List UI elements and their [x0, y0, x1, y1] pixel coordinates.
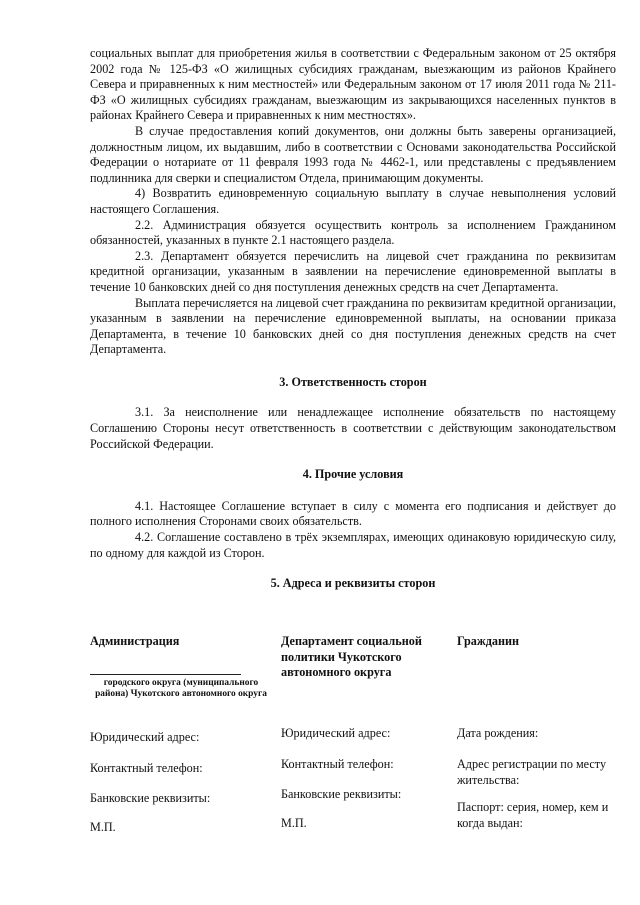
department-seal-label: М.П.	[281, 816, 307, 830]
department-column	[281, 634, 451, 681]
citizen-passport-label: Паспорт: серия, номер, кем и когда выдан:	[457, 800, 609, 830]
admin-subtitle: городского округа (муниципального района) Чукотского автономного округа	[95, 677, 267, 699]
citizen-column	[457, 634, 619, 650]
document-body	[90, 46, 616, 592]
admin-seal-label: М.П.	[90, 820, 116, 834]
admin-address-label: Юридический адрес:	[90, 730, 200, 744]
department-bank-label: Банковские реквизиты:	[281, 787, 402, 801]
admin-bank-label: Банковские реквизиты:	[90, 791, 211, 805]
admin-column	[90, 634, 272, 700]
paragraph-3: 4) Возвратить единовременную социальную выплату в случае невыполнения условий настоящего Соглашения.	[90, 186, 616, 216]
citizen-birth-label: Дата рождения:	[457, 726, 539, 740]
citizen-registration-label: Адрес регистрации по месту жительства:	[457, 757, 607, 787]
section-4-heading: 4. Прочие условия	[302, 467, 404, 482]
paragraph-9: 4.2. Соглашение составлено в трёх экземплярах, имеющих одинаковую юридическую силу, по одному для каждой из Сторон.	[90, 530, 616, 560]
paragraph-8: 4.1. Настоящее Соглашение вступает в силу с момента его подписания и действует до полного исполнения Сторонами своих обязательств.	[90, 498, 616, 529]
section-5-heading: 5. Адреса и реквизиты сторон	[270, 576, 436, 591]
paragraph-6: Выплата перечисляется на лицевой счет гражданина по реквизитам кредитной организации, указанным в заявлении на перечисление единовременной выплаты, на основании приказа Департамента, в течение 10 банковских дней со дня поступления денежных средств на счет Департамента.	[90, 295, 616, 357]
department-address-label: Юридический адрес:	[281, 726, 391, 740]
paragraph-2: В случае предоставления копий документов, они должны быть заверены организацией, должностным лицом, их выдавшим, либо в соответствии с Основами законодательства Российской Федерации о нотариате от 11 февраля 1993 года № 4462-1, или представлены с предъявлением подлинника для сверки и специалистом Отдела, принимающим документы.	[90, 123, 616, 185]
department-title: Департамент социальной политики Чукотского автономного округа	[281, 634, 422, 680]
paragraph-7: 3.1. За неисполнение или ненадлежащее исполнение обязательств по настоящему Соглашению Стороны несут ответственность в соответствии с действующим законодательством Российской Федерации.	[90, 405, 616, 451]
admin-name-line	[90, 650, 241, 675]
department-phone-label: Контактный телефон:	[281, 757, 394, 771]
paragraph-5: 2.3. Департамент обязуется перечислить на лицевой счет гражданина по реквизитам кредитной организации, указанным в заявлении на перечисление единовременной выплаты в течение 10 банковских дней со дня поступления денежных средств на счет Департамента.	[90, 248, 616, 294]
paragraph-4: 2.2. Администрация обязуется осуществить контроль за исполнением Гражданином обязанностей, указанных в пункте 2.1 настоящего раздела.	[90, 217, 616, 248]
section-3-heading: 3. Ответственность сторон	[279, 374, 427, 389]
admin-phone-label: Контактный телефон:	[90, 761, 203, 775]
admin-title: Администрация	[90, 634, 180, 648]
citizen-title: Гражданин	[457, 634, 520, 648]
paragraph-1: социальных выплат для приобретения жилья в соответствии с Федеральным законом от 25 октября 2002 года № 125-ФЗ «О жилищных субсидиях гражданам, выезжающим из районов Крайнего Севера и приравненных к ним местностей» или Федеральным законом от 17 июля 2011 года № 211-ФЗ «О жилищных субсидиях гражданам, выезжающим из закрывающихся населенных пунктов в районах Крайнего Севера и приравненных к ним местностях».	[90, 46, 616, 123]
